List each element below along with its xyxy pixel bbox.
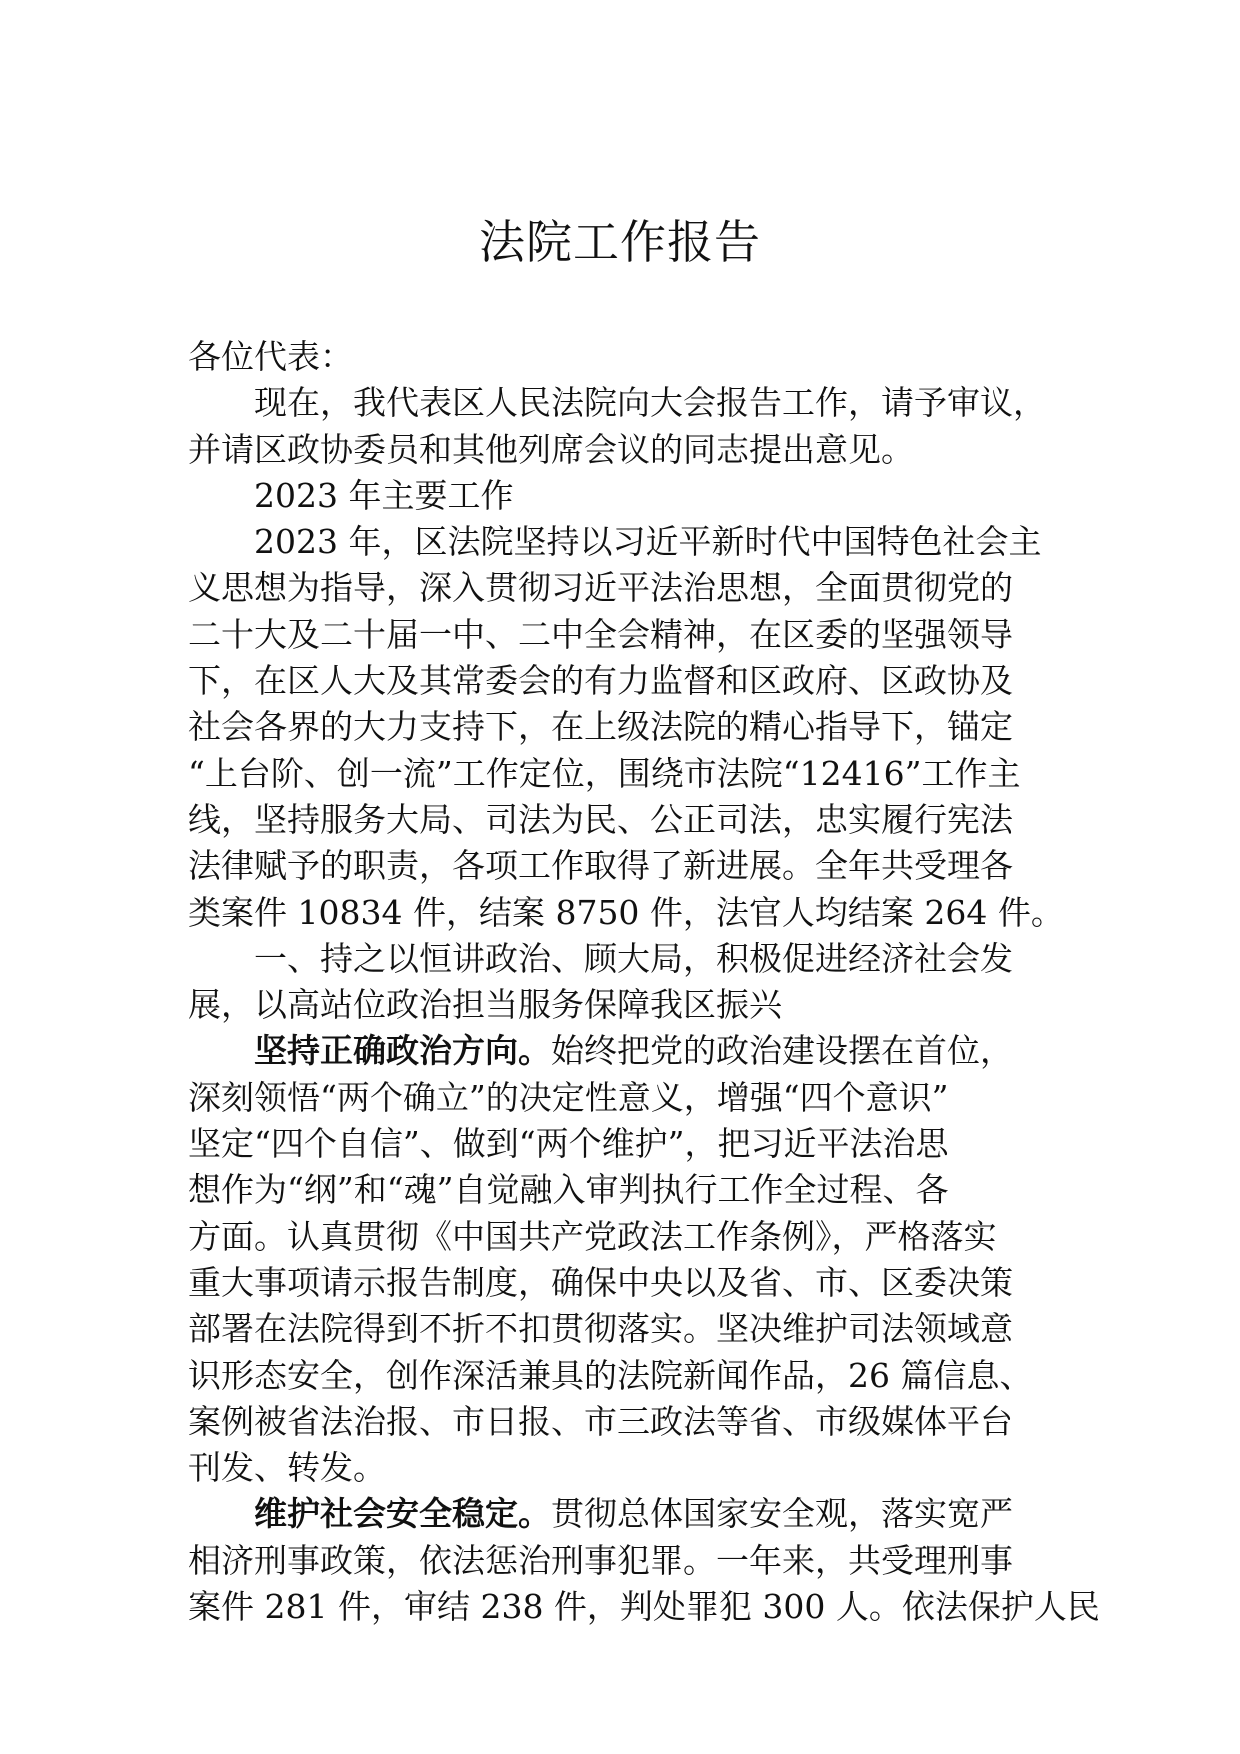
text-line: [188, 1260, 1058, 1306]
text-line: [188, 982, 1058, 1028]
line-text: “上台阶、创一流”工作定位，围绕市法院“12416”工作主: [188, 753, 1021, 793]
line-text: 深刻领悟“两个确立”的决定性意义，增强“四个意识”: [188, 1077, 949, 1117]
line-text: 社会各界的大力支持下，在上级法院的精心指导下，锚定: [188, 707, 1013, 747]
text-line: [188, 612, 1058, 658]
lead-heading: 维护社会安全稳定。: [254, 1494, 551, 1534]
text-line: [188, 565, 1058, 611]
document-title: 法院工作报告: [479, 215, 761, 269]
text-line: [188, 1028, 1058, 1074]
text-line: [188, 1584, 1100, 1630]
text-line: [188, 427, 1058, 473]
text-line: [188, 751, 1058, 797]
line-text: 展，以高站位政治担当服务保障我区振兴: [188, 985, 782, 1025]
line-text: 一、持之以恒讲政治、顾大局，积极促进经济社会发: [254, 938, 1013, 978]
line-text: 贯彻总体国家安全观，落实宽严: [551, 1494, 1013, 1534]
text-line: [188, 380, 1058, 426]
text-line: [188, 473, 1058, 519]
line-text: 并请区政协委员和其他列席会议的同志提出意见。: [188, 429, 914, 469]
line-text: 类案件 10834 件，结案 8750 件，法官人均结案 264 件。: [188, 892, 1064, 932]
text-line: [188, 1075, 1058, 1121]
line-text: 识形态安全，创作深活兼具的法院新闻作品，26 篇信息、: [188, 1355, 1033, 1395]
text-line: [188, 797, 1058, 843]
line-text: 案件 281 件，审结 238 件，判处罪犯 300 人。依法保护人民: [188, 1587, 1100, 1627]
text-line: [188, 704, 1058, 750]
line-text: 案例被省法治报、市日报、市三政法等省、市级媒体平台: [188, 1401, 1013, 1441]
line-text: 相济刑事政策，依法惩治刑事犯罪。一年来，共受理刑事: [188, 1540, 1013, 1580]
text-line: [188, 1538, 1058, 1584]
text-line: [188, 519, 1058, 565]
text-line: [188, 1445, 1058, 1491]
line-text: 重大事项请示报告制度，确保中央以及省、市、区委决策: [188, 1262, 1013, 1302]
text-line: [188, 1121, 1058, 1167]
text-line: [188, 1167, 1058, 1213]
line-text: 2023 年，区法院坚持以习近平新时代中国特色社会主: [254, 522, 1042, 562]
line-text: 各位代表：: [188, 337, 353, 376]
line-text: 方面。认真贯彻《中国共产党政法工作条例》，严格落实: [188, 1216, 997, 1256]
document-body: [188, 334, 1100, 1630]
text-line: [188, 936, 1058, 982]
line-text: 坚定“四个自信”、做到“两个维护”，把习近平法治思: [188, 1124, 949, 1164]
text-line: [188, 1214, 1058, 1260]
text-line: [188, 1399, 1058, 1445]
line-text: 部署在法院得到不折不扣贯彻落实。坚决维护司法领域意: [188, 1309, 1013, 1349]
line-text: 现在，我代表区人民法院向大会报告工作，请予审议，: [254, 383, 1046, 423]
line-text: 法律赋予的职责，各项工作取得了新进展。全年共受理各: [188, 846, 1013, 886]
line-text: 始终把党的政治建设摆在首位，: [551, 1031, 1013, 1071]
lead-heading: 坚持正确政治方向。: [254, 1031, 551, 1071]
text-line: [188, 1353, 1058, 1399]
line-text: 线，坚持服务大局、司法为民、公正司法，忠实履行宪法: [188, 799, 1013, 839]
text-line: [188, 658, 1058, 704]
line-text: 刊发、转发。: [188, 1448, 386, 1488]
text-line: [188, 1491, 1058, 1537]
text-line: [188, 334, 1058, 380]
text-line: [188, 890, 1064, 936]
line-text: 2023 年主要工作: [254, 475, 514, 515]
line-text: 义思想为指导，深入贯彻习近平法治思想，全面贯彻党的: [188, 568, 1013, 608]
text-line: [188, 843, 1058, 889]
text-line: [188, 1306, 1058, 1352]
line-text: 下，在区人大及其常委会的有力监督和区政府、区政协及: [188, 661, 1013, 701]
line-text: 二十大及二十届一中、二中全会精神，在区委的坚强领导: [188, 614, 1013, 654]
line-text: 想作为“纲”和“魂”自觉融入审判执行工作全过程、各: [188, 1170, 949, 1210]
